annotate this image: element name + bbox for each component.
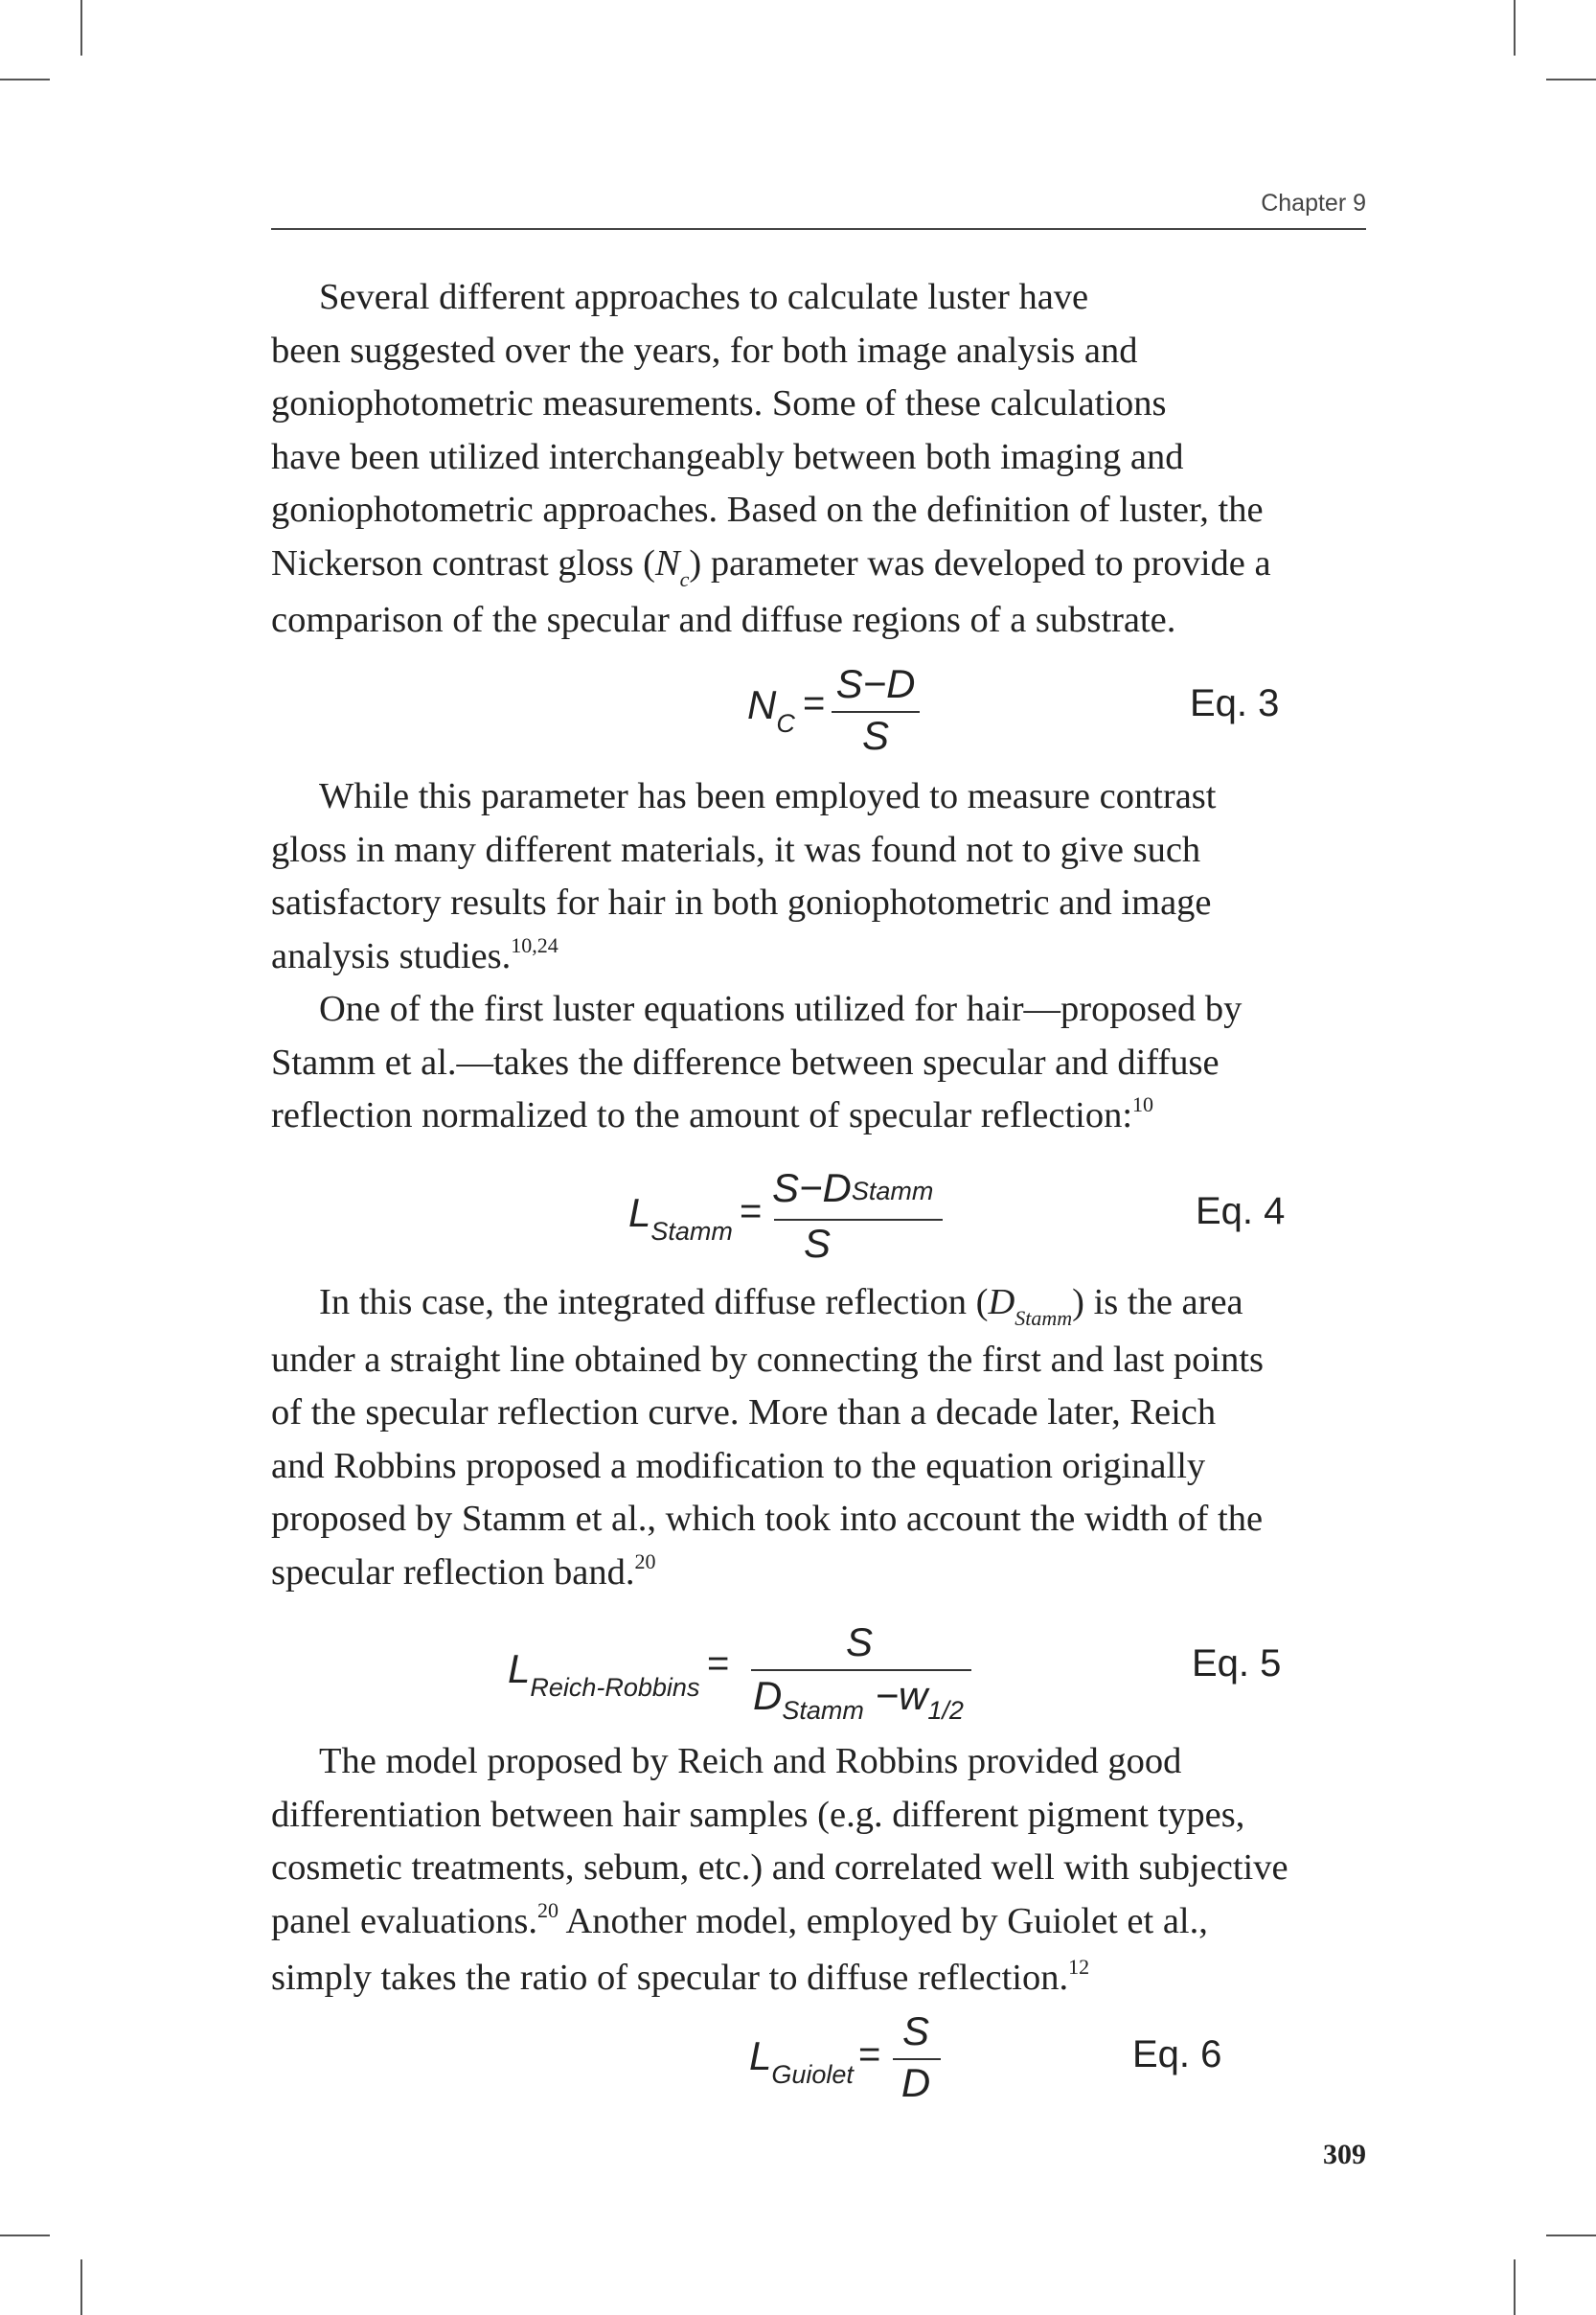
crop-mark-bottom-right [1514, 2259, 1516, 2315]
text-line: proposed by Stamm et al., which took into account the width of the [271, 1499, 1264, 1539]
citation-superscript: 20 [634, 1548, 656, 1573]
text-line [271, 1895, 1288, 1953]
citation-superscript: 10,24 [511, 932, 559, 957]
paragraph-1 [271, 271, 1271, 648]
denominator: S [803, 1221, 831, 1266]
crop-mark-bottom-left-h [0, 2235, 50, 2236]
lhs-symbol: N [747, 682, 777, 727]
citation-superscript: 20 [536, 1897, 559, 1922]
text-fragment: ) parameter was developed to provide a [689, 542, 1271, 584]
crop-mark-top-left [80, 0, 82, 56]
equation-label: Eq. 6 [1132, 2033, 1222, 2075]
text-line: goniophotometric measurements. Some of these calculations [271, 383, 1167, 424]
page-number: 309 [1323, 2139, 1366, 2170]
numerator: S−D [835, 661, 916, 706]
text-line: goniophotometric approaches. Based on the definition of luster, the [271, 490, 1264, 530]
denominator-minus-w: −w [863, 1673, 928, 1718]
lhs-symbol: L [628, 1190, 651, 1235]
paragraph-2 [271, 770, 1216, 987]
lhs-symbol: L [749, 2033, 772, 2078]
lhs-subscript: Reich-Robbins [530, 1673, 700, 1702]
crop-mark-top-right-h [1546, 79, 1596, 80]
text-line [271, 1089, 1242, 1147]
equals-sign: = [740, 1190, 763, 1232]
denominator: S [861, 713, 889, 758]
text-line: cosmetic treatments, sebum, etc.) and correlated well with subjective [271, 1847, 1288, 1888]
lhs-subscript: Stamm [650, 1217, 733, 1246]
variable-n: N [654, 542, 680, 584]
text-line: comparison of the specular and diffuse regions of a substrate. [271, 600, 1176, 640]
citation-superscript: 12 [1068, 1955, 1090, 1979]
denominator-symbol: D [753, 1673, 783, 1718]
equals-sign: = [707, 1642, 730, 1685]
lhs-subscript: C [776, 709, 795, 738]
text-fragment: Another model, employed by Guiolet et al., [558, 1900, 1208, 1941]
denominator: D [901, 2060, 931, 2105]
text-line: satisfactory results for hair in both goniophotometric and image [271, 882, 1212, 923]
equation-label: Eq. 5 [1192, 1642, 1282, 1685]
numerator [772, 1165, 933, 1211]
running-head: Chapter 9 [1261, 190, 1366, 217]
header-rule [271, 228, 1366, 230]
lhs-symbol: L [508, 1646, 531, 1691]
text-line: One of the first luster equations utilized for hair—proposed by [319, 989, 1243, 1029]
crop-mark-top-left-h [0, 79, 50, 80]
numerator-text: S−D [772, 1165, 852, 1210]
text-line: of the specular reflection curve. More than a decade later, Reich [271, 1392, 1217, 1433]
denominator-subscript: Stamm [782, 1696, 864, 1725]
text-fragment: specular reflection band. [271, 1551, 635, 1593]
text-line: While this parameter has been employed to measure contrast [319, 776, 1217, 816]
crop-mark-top-right [1514, 0, 1516, 56]
variable-d: D [988, 1282, 1015, 1322]
denominator [753, 1673, 964, 1725]
equation-label: Eq. 3 [1190, 682, 1280, 724]
text-line: been suggested over the years, for both image analysis and [271, 330, 1138, 371]
text-fragment: Nickerson contrast gloss ( [271, 542, 655, 584]
paragraph-4 [271, 1276, 1264, 1603]
equation-lhs [749, 2033, 854, 2089]
text-line: differentiation between hair samples (e.g. different pigment types, [271, 1794, 1245, 1835]
citation-superscript: 10 [1132, 1092, 1154, 1116]
crop-mark-bottom-left [80, 2259, 82, 2315]
equation-label: Eq. 4 [1196, 1190, 1286, 1232]
equals-sign: = [803, 682, 826, 724]
lhs-subscript: Guiolet [771, 2060, 854, 2089]
equals-sign: = [858, 2033, 881, 2075]
crop-mark-bottom-right-h [1546, 2235, 1596, 2236]
text-line: The model proposed by Reich and Robbins provided good [319, 1741, 1182, 1781]
paragraph-5 [271, 1735, 1288, 2009]
text-line [271, 538, 1271, 595]
text-fragment: analysis studies. [271, 935, 512, 976]
equation-lhs [747, 682, 795, 738]
text-line: Stamm et al.—takes the difference between specular and diffuse [271, 1042, 1220, 1083]
text-fragment: panel evaluations. [271, 1900, 537, 1941]
text-line: and Robbins proposed a modification to the equation originally [271, 1445, 1206, 1486]
numerator-subscript: Stamm [851, 1177, 934, 1205]
text-fragment: simply takes the ratio of specular to diffuse reflection. [271, 1958, 1069, 1998]
fraction-bar [751, 1669, 971, 1671]
subscript-c: c [679, 566, 690, 591]
paragraph-3 [271, 983, 1242, 1147]
text-line [271, 930, 1216, 988]
text-line: gloss in many different materials, it was found not to give such [271, 829, 1201, 870]
subscript-stamm: Stamm [1015, 1306, 1073, 1330]
text-line [271, 1547, 1264, 1604]
text-line: under a straight line obtained by connecting the first and last points [271, 1339, 1265, 1380]
text-fragment: In this case, the integrated diffuse reflection ( [319, 1282, 989, 1322]
text-fragment: ) is the area [1072, 1282, 1243, 1322]
text-line: Several different approaches to calculate luster have [319, 277, 1089, 317]
numerator: S [845, 1619, 873, 1664]
equation-lhs [508, 1646, 700, 1702]
text-fragment: reflection normalized to the amount of specular reflection: [271, 1095, 1133, 1135]
text-line [271, 1276, 1264, 1334]
text-line: have been utilized interchangeably between both imaging and [271, 436, 1184, 477]
denominator-subscript-half: 1/2 [927, 1696, 964, 1725]
numerator: S [901, 2008, 929, 2053]
equation-lhs [628, 1190, 733, 1246]
text-line [271, 1952, 1288, 2009]
